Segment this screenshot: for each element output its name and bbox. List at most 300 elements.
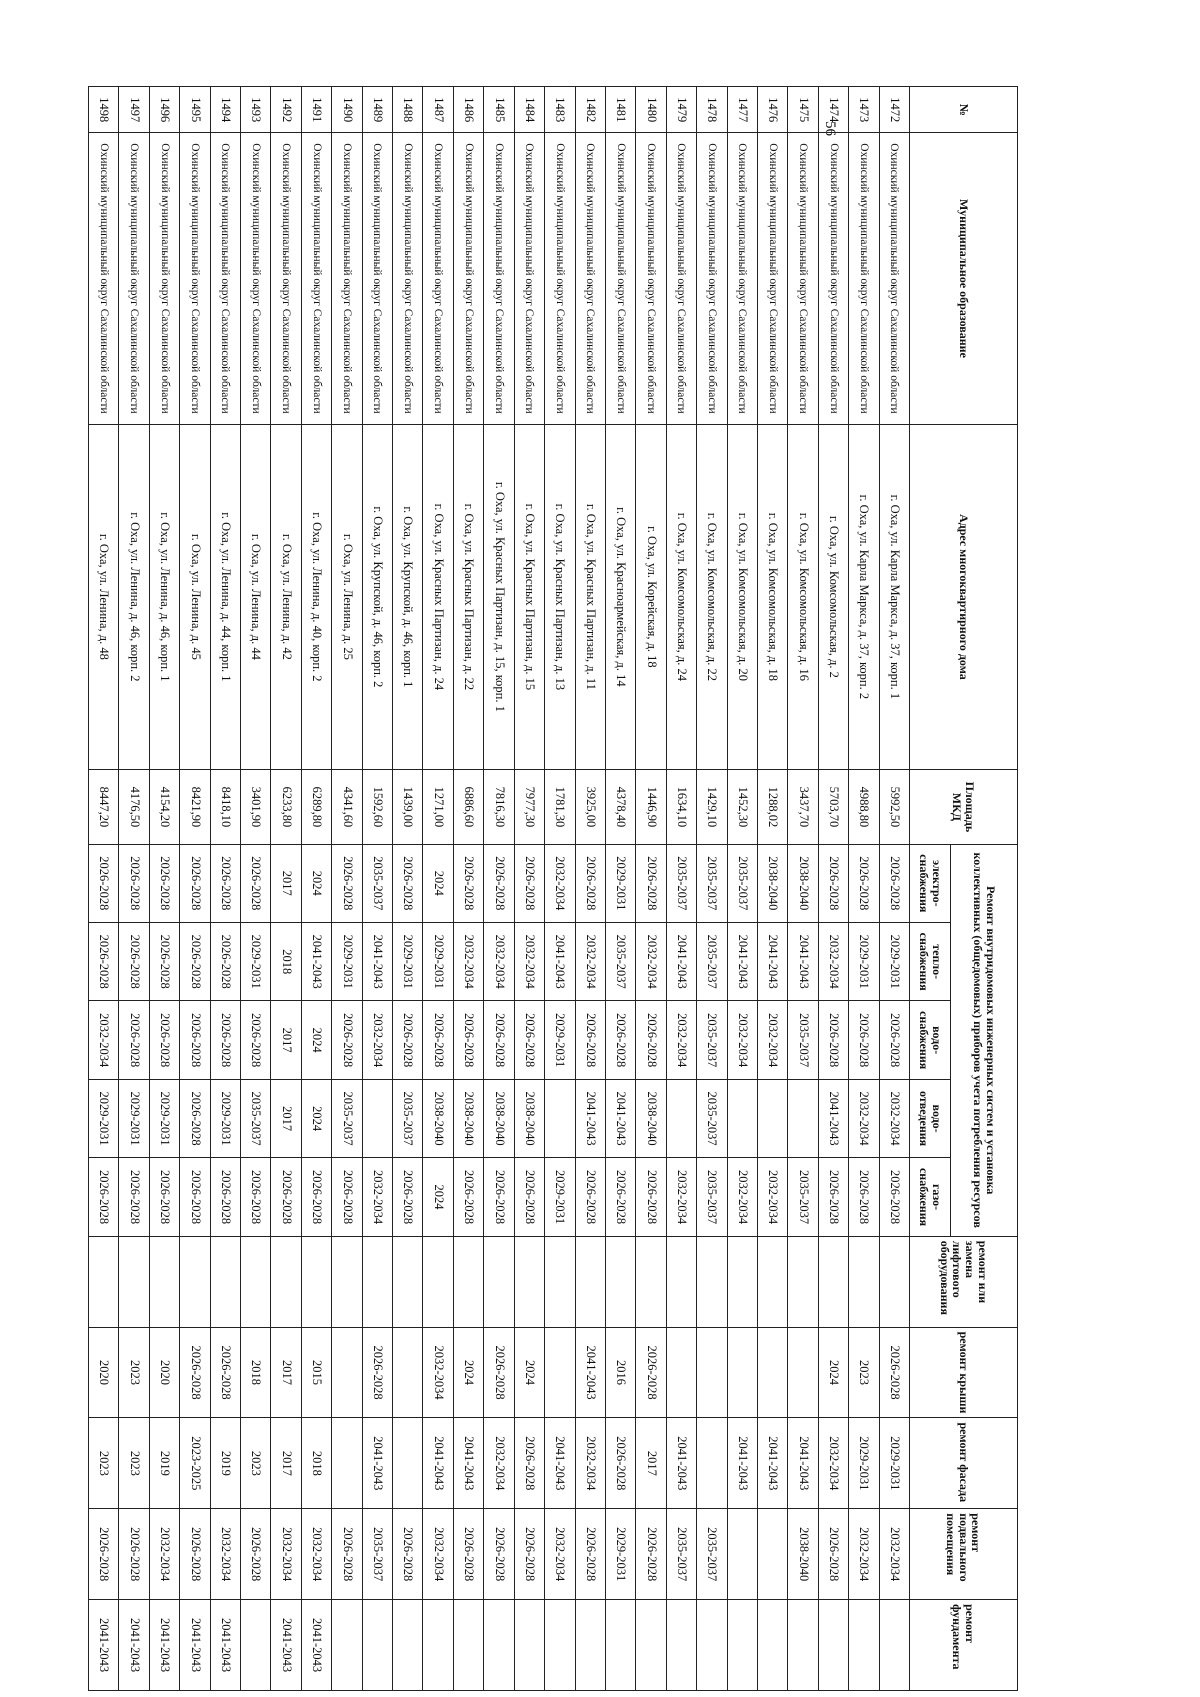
- cell-foundation: [575, 1600, 605, 1691]
- cell-vodootv: [666, 1079, 696, 1157]
- cell-vodosnab: 2026-2028: [453, 1001, 483, 1079]
- cell-electro: 2035-2037: [697, 844, 727, 922]
- cell-electro: 2026-2028: [636, 844, 666, 922]
- cell-basement: 2032-2034: [301, 1509, 331, 1600]
- cell-vodootv: 2029-2031: [89, 1079, 119, 1157]
- cell-foundation: [818, 1600, 848, 1691]
- cell-electro: 2026-2028: [453, 844, 483, 922]
- cell-vodosnab: 2035-2037: [788, 1001, 818, 1079]
- cell-address: г. Оха, ул. Корейская, д. 18: [636, 424, 666, 770]
- cell-no: 1480: [636, 87, 666, 133]
- cell-no: 1472: [879, 87, 909, 133]
- cell-facade: 2032-2034: [818, 1418, 848, 1509]
- cell-address: г. Оха, ул. Комсомольская, д. 2: [818, 424, 848, 770]
- cell-roof: [393, 1327, 423, 1418]
- cell-municipality: Охинский муниципальный округ Сахалинской области: [666, 133, 696, 424]
- cell-electro: 2026-2028: [849, 844, 879, 922]
- cell-roof: [666, 1327, 696, 1418]
- cell-teplo: 2041-2043: [301, 923, 331, 1001]
- cell-vodosnab: 2026-2028: [119, 1001, 149, 1079]
- cell-foundation: 2041-2043: [149, 1600, 179, 1691]
- cell-address: г. Оха, ул. Ленина, д. 48: [89, 424, 119, 770]
- cell-no: 1481: [605, 87, 635, 133]
- cell-vodootv: 2017: [271, 1079, 301, 1157]
- cell-electro: 2026-2028: [89, 844, 119, 922]
- cell-no: 1489: [362, 87, 392, 133]
- cell-municipality: Охинский муниципальный округ Сахалинской области: [210, 133, 240, 424]
- cell-no: 1479: [666, 87, 696, 133]
- cell-lift: [484, 1236, 514, 1327]
- cell-address: г. Оха, ул. Комсомольская, д. 16: [788, 424, 818, 770]
- cell-vodootv: [788, 1079, 818, 1157]
- cell-vodootv: 2026-2028: [180, 1079, 210, 1157]
- cell-lift: [575, 1236, 605, 1327]
- cell-lift: [605, 1236, 635, 1327]
- table-row: [89, 87, 119, 1691]
- cell-roof: 2023: [849, 1327, 879, 1418]
- cell-vodosnab: 2026-2028: [149, 1001, 179, 1079]
- table-row: [727, 87, 757, 1691]
- cell-basement: 2035-2037: [362, 1509, 392, 1600]
- cell-gaz: 2026-2028: [332, 1158, 362, 1236]
- cell-lift: [697, 1236, 727, 1327]
- cell-vodosnab: 2035-2037: [697, 1001, 727, 1079]
- cell-teplo: 2029-2031: [393, 923, 423, 1001]
- cell-municipality: Охинский муниципальный округ Сахалинской области: [180, 133, 210, 424]
- cell-lift: [818, 1236, 848, 1327]
- cell-area: 1271,00: [423, 770, 453, 844]
- cell-electro: 2026-2028: [332, 844, 362, 922]
- cell-no: 1497: [119, 87, 149, 133]
- cell-electro: 2038-2040: [757, 844, 787, 922]
- table-row: [210, 87, 240, 1691]
- repair-schedule-table: [88, 86, 1018, 1691]
- cell-municipality: Охинский муниципальный округ Сахалинской области: [514, 133, 544, 424]
- cell-roof: 2026-2028: [636, 1327, 666, 1418]
- cell-no: 1473: [849, 87, 879, 133]
- cell-foundation: [666, 1600, 696, 1691]
- table-row: [545, 87, 575, 1691]
- cell-teplo: 2029-2031: [332, 923, 362, 1001]
- cell-electro: 2026-2028: [210, 844, 240, 922]
- cell-vodosnab: 2032-2034: [89, 1001, 119, 1079]
- table-row: [332, 87, 362, 1691]
- table-row: [271, 87, 301, 1691]
- header-engineering-group: Ремонт внутридомовых инженерных систем и установка коллективных (общедомовых) приборов учета потребления ресурсов: [951, 844, 1018, 1236]
- cell-basement: 2026-2028: [818, 1509, 848, 1600]
- header-municipality: Муниципальное образование: [910, 133, 1018, 424]
- cell-no: 1477: [727, 87, 757, 133]
- cell-facade: 2017: [636, 1418, 666, 1509]
- cell-address: г. Оха, ул. Красных Партизан, д. 15: [514, 424, 544, 770]
- cell-municipality: Охинский муниципальный округ Сахалинской области: [636, 133, 666, 424]
- cell-vodosnab: 2026-2028: [423, 1001, 453, 1079]
- cell-electro: 2035-2037: [362, 844, 392, 922]
- cell-facade: 2029-2031: [849, 1418, 879, 1509]
- table-row: [697, 87, 727, 1691]
- cell-vodootv: [362, 1079, 392, 1157]
- cell-teplo: 2026-2028: [119, 923, 149, 1001]
- cell-teplo: 2032-2034: [514, 923, 544, 1001]
- cell-facade: 2023: [119, 1418, 149, 1509]
- cell-roof: 2026-2028: [484, 1327, 514, 1418]
- cell-electro: 2026-2028: [241, 844, 271, 922]
- cell-basement: 2026-2028: [180, 1509, 210, 1600]
- header-lift: ремонт или замена лифтового оборудования: [910, 1236, 1018, 1327]
- cell-teplo: 2029-2031: [423, 923, 453, 1001]
- cell-gaz: 2026-2028: [636, 1158, 666, 1236]
- cell-foundation: 2041-2043: [180, 1600, 210, 1691]
- cell-area: 8447,20: [89, 770, 119, 844]
- cell-facade: 2032-2034: [484, 1418, 514, 1509]
- table-row: [453, 87, 483, 1691]
- cell-vodootv: 2038-2040: [636, 1079, 666, 1157]
- cell-address: г. Оха, ул. Ленина, д. 45: [180, 424, 210, 770]
- header-electro: электро-снабжения: [910, 844, 951, 922]
- cell-vodootv: [545, 1079, 575, 1157]
- cell-gaz: 2026-2028: [89, 1158, 119, 1236]
- cell-teplo: 2029-2031: [879, 923, 909, 1001]
- cell-foundation: [423, 1600, 453, 1691]
- cell-municipality: Охинский муниципальный округ Сахалинской области: [332, 133, 362, 424]
- cell-basement: 2032-2034: [210, 1509, 240, 1600]
- cell-area: 4154,20: [149, 770, 179, 844]
- cell-vodosnab: 2026-2028: [849, 1001, 879, 1079]
- cell-roof: 2024: [453, 1327, 483, 1418]
- cell-foundation: [241, 1600, 271, 1691]
- table-row: [241, 87, 271, 1691]
- cell-electro: 2035-2037: [727, 844, 757, 922]
- cell-facade: 2017: [271, 1418, 301, 1509]
- cell-lift: [241, 1236, 271, 1327]
- cell-no: 1493: [241, 87, 271, 133]
- cell-municipality: Охинский муниципальный округ Сахалинской области: [879, 133, 909, 424]
- cell-teplo: 2026-2028: [149, 923, 179, 1001]
- cell-facade: 2019: [210, 1418, 240, 1509]
- cell-address: г. Оха, ул. Комсомольская, д. 22: [697, 424, 727, 770]
- cell-facade: 2041-2043: [545, 1418, 575, 1509]
- cell-lift: [423, 1236, 453, 1327]
- cell-teplo: 2041-2043: [666, 923, 696, 1001]
- cell-teplo: 2029-2031: [849, 923, 879, 1001]
- cell-basement: 2026-2028: [514, 1509, 544, 1600]
- cell-facade: 2018: [301, 1418, 331, 1509]
- cell-area: 3437,70: [788, 770, 818, 844]
- cell-lift: [545, 1236, 575, 1327]
- cell-area: 1429,10: [697, 770, 727, 844]
- cell-vodosnab: 2032-2034: [666, 1001, 696, 1079]
- cell-facade: 2026-2028: [605, 1418, 635, 1509]
- header-roof: ремонт крыши: [910, 1327, 1018, 1418]
- cell-no: 1487: [423, 87, 453, 133]
- cell-gaz: 2026-2028: [575, 1158, 605, 1236]
- cell-lift: [362, 1236, 392, 1327]
- cell-roof: 2041-2043: [575, 1327, 605, 1418]
- cell-lift: [89, 1236, 119, 1327]
- cell-foundation: [393, 1600, 423, 1691]
- cell-lift: [727, 1236, 757, 1327]
- cell-facade: 2041-2043: [423, 1418, 453, 1509]
- cell-basement: 2032-2034: [879, 1509, 909, 1600]
- cell-no: 1496: [149, 87, 179, 133]
- cell-no: 1475: [788, 87, 818, 133]
- cell-area: 4341,60: [332, 770, 362, 844]
- cell-gaz: 2032-2034: [362, 1158, 392, 1236]
- cell-gaz: 2032-2034: [666, 1158, 696, 1236]
- cell-lift: [788, 1236, 818, 1327]
- table-row: [757, 87, 787, 1691]
- cell-area: 6233,80: [271, 770, 301, 844]
- cell-municipality: Охинский муниципальный округ Сахалинской области: [484, 133, 514, 424]
- cell-no: 1490: [332, 87, 362, 133]
- cell-gaz: 2026-2028: [605, 1158, 635, 1236]
- cell-lift: [879, 1236, 909, 1327]
- cell-vodootv: 2029-2031: [210, 1079, 240, 1157]
- cell-gaz: 2032-2034: [757, 1158, 787, 1236]
- cell-facade: 2023-2025: [180, 1418, 210, 1509]
- cell-foundation: [453, 1600, 483, 1691]
- cell-address: г. Оха, ул. Карла Маркса, д. 37, корп. 1: [879, 424, 909, 770]
- cell-address: г. Оха, ул. Красных Партизан, д. 11: [575, 424, 605, 770]
- cell-area: 3925,00: [575, 770, 605, 844]
- cell-electro: 2017: [271, 844, 301, 922]
- cell-area: 4988,80: [849, 770, 879, 844]
- cell-no: 1494: [210, 87, 240, 133]
- cell-area: 8418,10: [210, 770, 240, 844]
- cell-electro: 2026-2028: [575, 844, 605, 922]
- cell-foundation: 2041-2043: [271, 1600, 301, 1691]
- cell-electro: 2026-2028: [818, 844, 848, 922]
- cell-roof: 2020: [149, 1327, 179, 1418]
- header-vodosnab: водо-снабжения: [910, 1001, 951, 1079]
- cell-area: 4176,50: [119, 770, 149, 844]
- cell-vodootv: 2029-2031: [149, 1079, 179, 1157]
- cell-facade: 2041-2043: [727, 1418, 757, 1509]
- cell-roof: 2020: [89, 1327, 119, 1418]
- cell-electro: 2026-2028: [484, 844, 514, 922]
- cell-address: г. Оха, ул. Ленина, д. 44, корп. 1: [210, 424, 240, 770]
- cell-gaz: 2026-2028: [180, 1158, 210, 1236]
- header-teplo: тепло-снабжения: [910, 923, 951, 1001]
- cell-vodootv: 2032-2034: [879, 1079, 909, 1157]
- cell-roof: 2026-2028: [362, 1327, 392, 1418]
- cell-vodosnab: 2026-2028: [514, 1001, 544, 1079]
- cell-no: 1483: [545, 87, 575, 133]
- cell-lift: [271, 1236, 301, 1327]
- cell-lift: [149, 1236, 179, 1327]
- cell-no: 1492: [271, 87, 301, 133]
- cell-vodootv: 2038-2040: [484, 1079, 514, 1157]
- cell-municipality: Охинский муниципальный округ Сахалинской области: [818, 133, 848, 424]
- cell-basement: 2035-2037: [697, 1509, 727, 1600]
- cell-teplo: 2035-2037: [697, 923, 727, 1001]
- cell-area: 1288,02: [757, 770, 787, 844]
- cell-gaz: 2026-2028: [484, 1158, 514, 1236]
- table-row: [849, 87, 879, 1691]
- register-table-wrapper: [88, 86, 1018, 1691]
- cell-lift: [210, 1236, 240, 1327]
- cell-address: г. Оха, ул. Ленина, д. 42: [271, 424, 301, 770]
- cell-vodosnab: 2026-2028: [636, 1001, 666, 1079]
- cell-gaz: 2026-2028: [271, 1158, 301, 1236]
- cell-lift: [393, 1236, 423, 1327]
- cell-foundation: [636, 1600, 666, 1691]
- cell-vodootv: 2024: [301, 1079, 331, 1157]
- cell-address: г. Оха, ул. Комсомольская, д. 20: [727, 424, 757, 770]
- cell-foundation: [362, 1600, 392, 1691]
- cell-address: г. Оха, ул. Красных Партизан, д. 22: [453, 424, 483, 770]
- cell-roof: [332, 1327, 362, 1418]
- cell-electro: 2026-2028: [119, 844, 149, 922]
- table-row: [423, 87, 453, 1691]
- cell-municipality: Охинский муниципальный округ Сахалинской области: [362, 133, 392, 424]
- cell-vodosnab: 2026-2028: [180, 1001, 210, 1079]
- cell-foundation: [514, 1600, 544, 1691]
- cell-basement: 2026-2028: [393, 1509, 423, 1600]
- cell-no: 1488: [393, 87, 423, 133]
- cell-teplo: 2032-2034: [636, 923, 666, 1001]
- cell-gaz: 2035-2037: [697, 1158, 727, 1236]
- cell-facade: 2041-2043: [362, 1418, 392, 1509]
- table-row: [484, 87, 514, 1691]
- cell-facade: [332, 1418, 362, 1509]
- cell-facade: 2019: [149, 1418, 179, 1509]
- cell-gaz: 2035-2037: [788, 1158, 818, 1236]
- table-row: [605, 87, 635, 1691]
- cell-vodosnab: 2032-2034: [362, 1001, 392, 1079]
- cell-roof: 2017: [271, 1327, 301, 1418]
- cell-vodootv: [757, 1079, 787, 1157]
- cell-teplo: 2032-2034: [575, 923, 605, 1001]
- cell-electro: 2024: [301, 844, 331, 922]
- cell-facade: 2026-2028: [514, 1418, 544, 1509]
- cell-municipality: Охинский муниципальный округ Сахалинской области: [149, 133, 179, 424]
- cell-municipality: Охинский муниципальный округ Сахалинской области: [89, 133, 119, 424]
- cell-teplo: 2032-2034: [484, 923, 514, 1001]
- cell-municipality: Охинский муниципальный округ Сахалинской области: [301, 133, 331, 424]
- cell-basement: 2038-2040: [788, 1509, 818, 1600]
- cell-electro: 2024: [423, 844, 453, 922]
- cell-basement: [757, 1509, 787, 1600]
- cell-foundation: 2041-2043: [210, 1600, 240, 1691]
- cell-municipality: Охинский муниципальный округ Сахалинской области: [241, 133, 271, 424]
- cell-foundation: [879, 1600, 909, 1691]
- cell-teplo: 2032-2034: [453, 923, 483, 1001]
- cell-area: 8421,90: [180, 770, 210, 844]
- cell-lift: [180, 1236, 210, 1327]
- cell-no: 1474: [818, 87, 848, 133]
- cell-municipality: Охинский муниципальный округ Сахалинской области: [697, 133, 727, 424]
- cell-teplo: 2041-2043: [788, 923, 818, 1001]
- cell-lift: [301, 1236, 331, 1327]
- table-row: [879, 87, 909, 1691]
- cell-no: 1476: [757, 87, 787, 133]
- cell-area: 5703,70: [818, 770, 848, 844]
- cell-vodootv: 2035-2037: [393, 1079, 423, 1157]
- cell-roof: [697, 1327, 727, 1418]
- cell-address: г. Оха, ул. Красных Партизан, д. 15, корп. 1: [484, 424, 514, 770]
- cell-lift: [119, 1236, 149, 1327]
- cell-vodootv: 2038-2040: [423, 1079, 453, 1157]
- cell-foundation: [697, 1600, 727, 1691]
- cell-lift: [849, 1236, 879, 1327]
- cell-basement: 2026-2028: [484, 1509, 514, 1600]
- cell-no: 1484: [514, 87, 544, 133]
- cell-municipality: Охинский муниципальный округ Сахалинской области: [575, 133, 605, 424]
- cell-basement: 2032-2034: [271, 1509, 301, 1600]
- cell-area: 6289,80: [301, 770, 331, 844]
- cell-address: г. Оха, ул. Ленина, д. 46, корп. 2: [119, 424, 149, 770]
- cell-area: 1439,00: [393, 770, 423, 844]
- cell-gaz: 2029-2031: [545, 1158, 575, 1236]
- cell-vodootv: 2035-2037: [697, 1079, 727, 1157]
- header-foundation: ремонт фундамента: [910, 1600, 1018, 1691]
- cell-vodootv: 2032-2034: [849, 1079, 879, 1157]
- cell-address: г. Оха, ул. Красных Партизан, д. 24: [423, 424, 453, 770]
- cell-vodosnab: 2017: [271, 1001, 301, 1079]
- cell-municipality: Охинский муниципальный округ Сахалинской области: [423, 133, 453, 424]
- cell-vodootv: 2041-2043: [605, 1079, 635, 1157]
- cell-roof: 2023: [119, 1327, 149, 1418]
- cell-gaz: 2026-2028: [514, 1158, 544, 1236]
- table-row: [636, 87, 666, 1691]
- cell-vodootv: 2029-2031: [119, 1079, 149, 1157]
- table-header: [910, 87, 1018, 1691]
- cell-gaz: 2026-2028: [210, 1158, 240, 1236]
- cell-facade: 2023: [241, 1418, 271, 1509]
- cell-municipality: Охинский муниципальный округ Сахалинской области: [545, 133, 575, 424]
- cell-teplo: 2032-2034: [818, 923, 848, 1001]
- cell-roof: 2016: [605, 1327, 635, 1418]
- cell-roof: 2024: [818, 1327, 848, 1418]
- cell-electro: 2026-2028: [879, 844, 909, 922]
- cell-roof: 2018: [241, 1327, 271, 1418]
- cell-foundation: 2041-2043: [89, 1600, 119, 1691]
- cell-facade: [697, 1418, 727, 1509]
- cell-vodosnab: 2026-2028: [575, 1001, 605, 1079]
- cell-address: г. Оха, ул. Карла Маркса, д. 37, корп. 2: [849, 424, 879, 770]
- cell-teplo: 2018: [271, 923, 301, 1001]
- cell-area: 1781,30: [545, 770, 575, 844]
- cell-electro: 2026-2028: [514, 844, 544, 922]
- cell-vodosnab: 2026-2028: [332, 1001, 362, 1079]
- cell-vodosnab: 2032-2034: [757, 1001, 787, 1079]
- cell-basement: 2026-2028: [332, 1509, 362, 1600]
- cell-teplo: 2035-2037: [605, 923, 635, 1001]
- cell-vodosnab: 2029-2031: [545, 1001, 575, 1079]
- cell-vodosnab: 2026-2028: [818, 1001, 848, 1079]
- cell-no: 1498: [89, 87, 119, 133]
- cell-area: 1592,60: [362, 770, 392, 844]
- header-area: Площадь МКД: [910, 770, 1018, 844]
- cell-municipality: Охинский муниципальный округ Сахалинской области: [605, 133, 635, 424]
- cell-basement: 2026-2028: [241, 1509, 271, 1600]
- cell-area: 7816,30: [484, 770, 514, 844]
- cell-electro: 2029-2031: [605, 844, 635, 922]
- cell-teplo: 2041-2043: [545, 923, 575, 1001]
- cell-teplo: 2041-2043: [757, 923, 787, 1001]
- cell-gaz: 2026-2028: [393, 1158, 423, 1236]
- cell-vodootv: 2035-2037: [241, 1079, 271, 1157]
- cell-roof: 2026-2028: [210, 1327, 240, 1418]
- cell-area: 1634,10: [666, 770, 696, 844]
- cell-area: 7977,30: [514, 770, 544, 844]
- cell-area: 6886,60: [453, 770, 483, 844]
- cell-vodosnab: 2026-2028: [484, 1001, 514, 1079]
- page-number: 56: [822, 121, 838, 136]
- cell-municipality: Охинский муниципальный округ Сахалинской области: [453, 133, 483, 424]
- cell-facade: [393, 1418, 423, 1509]
